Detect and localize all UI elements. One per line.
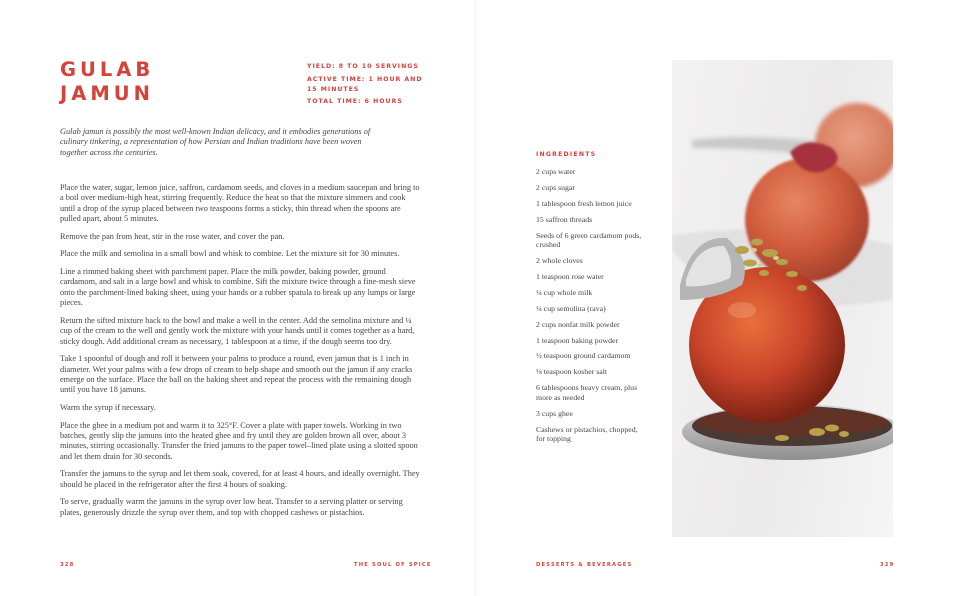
- step-paragraph: Transfer the jamuns to the syrup and let them soak, covered, for at least 4 hours, and ideally overnight. They should be placed in the refrigerator after the first 4 hours of soaking.: [60, 469, 420, 489]
- page-gutter: [474, 0, 480, 596]
- step-paragraph: To serve, gradually warm the jamuns in the syrup over low heat. Transfer to a serving platter or serving plates, generously drizzle the syrup over them, and top with chopped cashews or pistachios.: [60, 497, 403, 517]
- ingredients-heading: INGREDIENTS: [536, 151, 597, 158]
- step-paragraph: Take 1 spoonful of dough and roll it between your palms to produce a round, even jamun that is 1 inch in diameter. Wet your palms with a few drops of cream to help shape and smooth out the jamun if any cracks emerge on the surface. Place the ball on the baking sheet and repeat the process with the remaining dough until you have 18 jamuns.: [60, 354, 413, 395]
- ingredient-item: Seeds of 6 green cardamom pods, crushed: [536, 230, 642, 250]
- step-paragraph: Place the ghee in a medium pot and warm it to 325°F. Cover a plate with paper towels. Working in two batches, gently slip the jamuns into the heated ghee and fry until they are golden brown all over, about 3 minutes, stirring occasionally. Transfer the fried jamuns to the paper towel–lined plate using a slotted spoon and let them drain for 30 seconds.: [60, 420, 418, 461]
- recipe-intro: Gulab jamun is possibly the most well-known Indian delicacy, and it embodies generations of culinary tinkering, a representation of how Persian and Indian traditions have been woven together across the centuries.: [60, 127, 371, 157]
- active-time-text: ACTIVE TIME: 1 HOUR AND 15 MINUTES: [307, 75, 423, 93]
- step-paragraph: Line a rimmed baking sheet with parchment paper. Place the milk powder, baking powder, ground cardamom, and salt in a large bowl and whisk to combine. Sift the mixture twice through a fine-mesh sieve onto the parchment-lined baking sheet, using your hands or a rubber spatula to break up any lumps or large pieces.: [60, 267, 416, 308]
- ingredient-item: Cashews or pistachios, chopped, for topping: [536, 424, 638, 444]
- recipe-title-line-2: JAMUN: [60, 82, 154, 105]
- ingredient-item: 2 cups sugar: [536, 182, 575, 192]
- ingredient-item: 1 teaspoon baking powder: [536, 335, 619, 345]
- recipe-title-line-1: GULAB: [60, 58, 155, 81]
- left-running-title: THE SOUL OF SPICE: [354, 562, 432, 568]
- ingredient-item: 2 cups water: [536, 167, 576, 176]
- recipe-steps: [60, 183, 420, 525]
- ingredient-item: ½ teaspoon ground cardamom: [536, 351, 631, 361]
- ingredient-item: 15 saffron threads: [536, 214, 593, 224]
- ingredients-list: [536, 167, 648, 450]
- total-time-text: TOTAL TIME: 6 HOURS: [307, 98, 403, 105]
- step-paragraph: Place the water, sugar, lemon juice, saffron, cardamom seeds, and cloves in a medium saucepan and bring to a boil over medium-high heat, stirring frequently. Reduce the heat so that the mixture simmers and cook until a drop of the syrup placed between two teaspoons forms a sticky, thin thread when the spoons are pulled apart, about 5 minutes.: [60, 183, 420, 224]
- step-paragraph: Place the milk and semolina in a small bowl and whisk to combine. Let the mixture sit for 30 minutes.: [60, 249, 400, 259]
- step-paragraph: Warm the syrup if necessary.: [60, 403, 156, 413]
- photo-illustration: [672, 60, 893, 537]
- recipe-title: [60, 58, 154, 106]
- step-paragraph: Return the sifted mixture back to the bowl and make a well in the center. Add the semolina mixture and ¼ cup of the cream to the well and gently work the mixture with your hands until it comes together as a hard, sticky dough. Add additional cream as necessary, 1 tablespoon at a time, if the dough seems too dry.: [60, 315, 415, 346]
- ingredient-item: ¼ cup semolina (rava): [536, 303, 606, 313]
- ingredient-item: 2 whole cloves: [536, 256, 583, 266]
- right-page-number: 329: [880, 562, 895, 568]
- ingredient-item: 1 teaspoon rose water: [536, 271, 604, 281]
- ingredient-item: 2 cups nonfat milk powder: [536, 319, 620, 329]
- step-paragraph: Remove the pan from heat, stir in the rose water, and cover the pan.: [60, 231, 285, 241]
- ingredient-item: 6 tablespoons heavy cream, plus more as needed: [536, 383, 638, 402]
- ingredient-item: ⅛ teaspoon kosher salt: [536, 367, 608, 377]
- ingredient-item: 3 cups ghee: [536, 408, 573, 418]
- recipe-meta: [307, 62, 432, 110]
- left-page-number: 328: [60, 562, 75, 568]
- ingredient-item: 1 tablespoon fresh lemon juice: [536, 198, 632, 208]
- gulab-jamun-photo: [672, 60, 893, 537]
- ingredient-item: ¼ cup whole milk: [536, 287, 593, 297]
- right-section-title: DESSERTS & BEVERAGES: [536, 562, 633, 568]
- yield-text: YIELD: 8 TO 10 SERVINGS: [307, 63, 419, 70]
